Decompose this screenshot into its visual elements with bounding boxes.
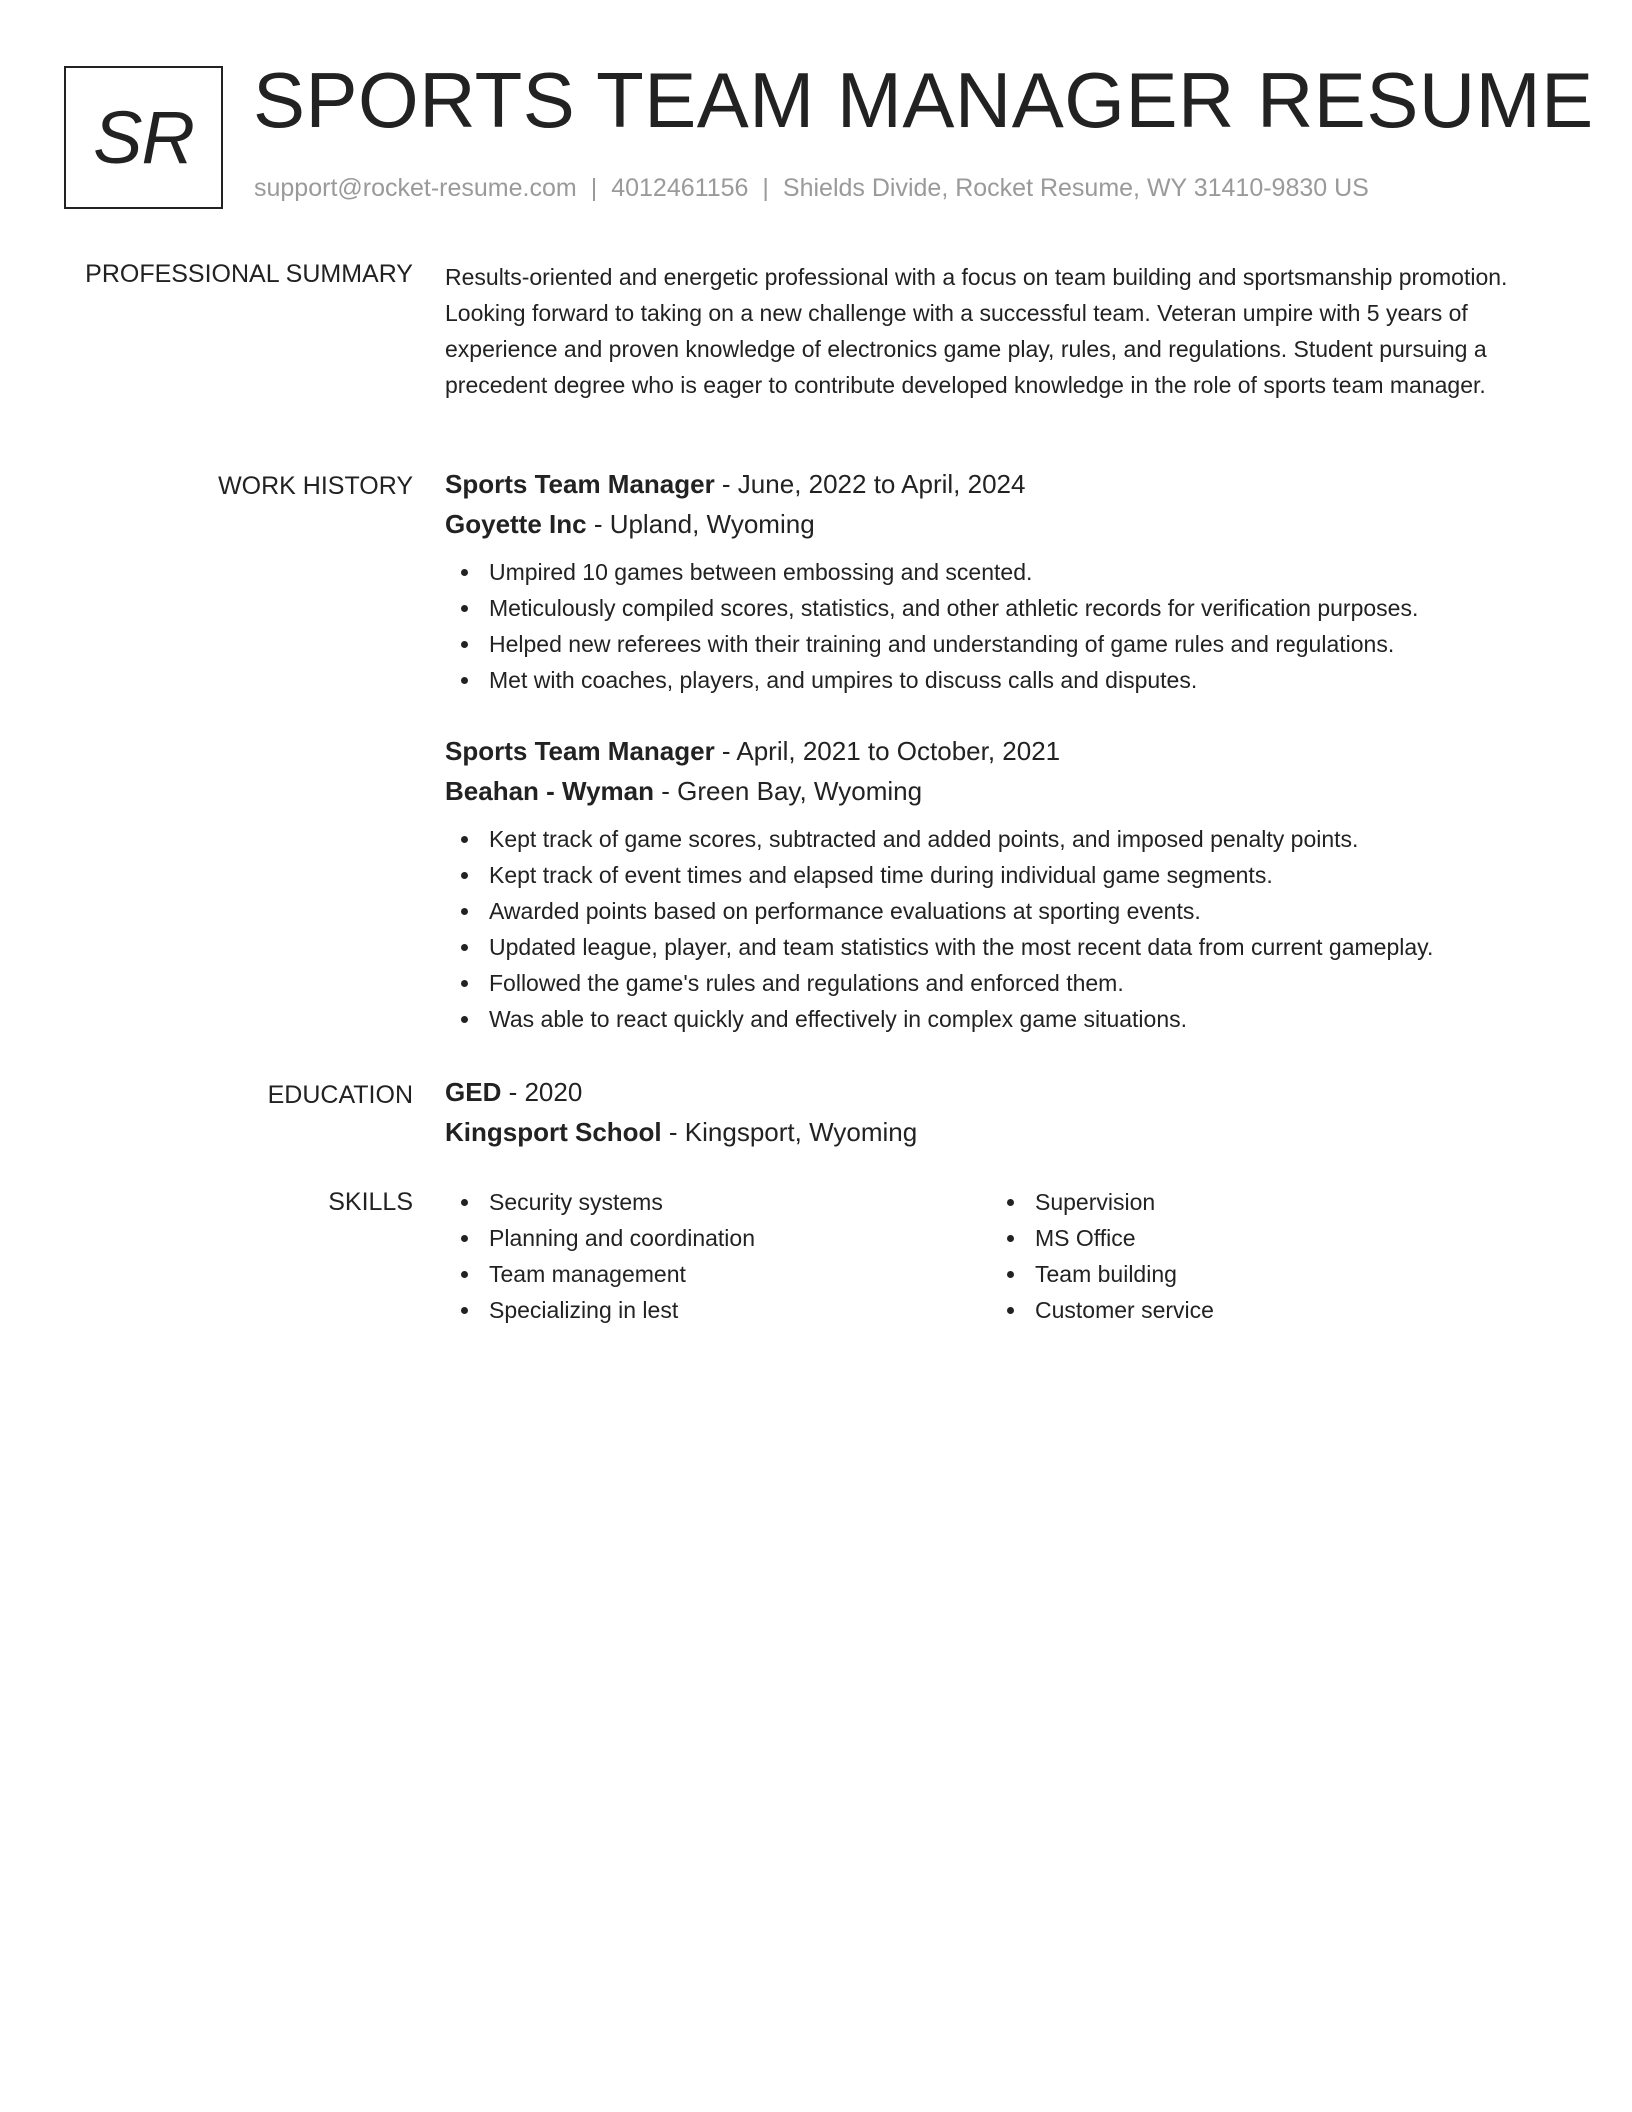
list-item: Followed the game's rules and regulations and enforced them. [445,965,1545,1001]
job-company: Goyette Inc [445,509,587,539]
summary-text: Results-oriented and energetic professional with a focus on team building and sportsmanship promotion. Looking forward to taking on a new challenge with a successful team. Veteran umpire with 5 years of experience and proven knowledge of electronics game play, rules, and regulations. Student pursuing a precedent degree who is eager to contribute developed knowledge in the role of sports team manager. [445,264,1508,398]
job-dates: - April, 2021 to October, 2021 [714,736,1061,766]
job-entry [445,731,1545,1037]
job-location: - Green Bay, Wyoming [654,776,923,806]
job-bullets [445,554,1545,698]
skill-item: Supervision [991,1184,1537,1220]
job-title: Sports Team Manager [445,469,715,499]
skills-column-right [991,1184,1537,1328]
education-entry [445,1072,1545,1152]
skill-item: Planning and coordination [445,1220,991,1256]
education-year: - 2020 [501,1077,583,1107]
list-item: Umpired 10 games between embossing and scented. [445,554,1545,590]
skill-item: Team management [445,1256,991,1292]
education-location: - Kingsport, Wyoming [661,1117,918,1147]
job-title: Sports Team Manager [445,736,715,766]
job-title-line [445,731,1545,771]
list-item: Kept track of event times and elapsed time during individual game segments. [445,857,1545,893]
contact-line [254,174,1369,203]
list-item: Meticulously compiled scores, statistics, and other athletic records for verification purposes. [445,590,1545,626]
skills-column-left [445,1184,991,1328]
monogram-logo: SR [64,66,223,209]
section-label-education: EDUCATION [267,1081,413,1109]
list-item: Awarded points based on performance evaluations at sporting events. [445,893,1545,929]
list-item: Kept track of game scores, subtracted and added points, and imposed penalty points. [445,821,1545,857]
list-item: Was able to react quickly and effectively in complex game situations. [445,1001,1545,1037]
skill-item: Team building [991,1256,1537,1292]
job-company: Beahan - Wyman [445,776,655,806]
contact-separator: | [762,174,769,202]
list-item: Updated league, player, and team statistics with the most recent data from current gameplay. [445,929,1545,965]
skills-list [445,1184,1545,1328]
skill-item: Customer service [991,1292,1537,1328]
list-item: Met with coaches, players, and umpires to discuss calls and disputes. [445,662,1545,698]
job-title-line [445,464,1545,504]
education-school-line [445,1112,1545,1152]
job-bullets [445,821,1545,1037]
contact-separator: | [590,174,598,202]
list-item: Helped new referees with their training and understanding of game rules and regulations. [445,626,1545,662]
job-company-line [445,504,1545,544]
skill-item: Specializing in lest [445,1292,991,1328]
skill-item: MS Office [991,1220,1537,1256]
contact-phone: 4012461156 [611,174,749,202]
job-company-line [445,771,1545,811]
job-location: - Upland, Wyoming [586,509,815,539]
education-school: Kingsport School [445,1117,662,1147]
education-degree: GED [445,1077,502,1107]
job-entry [445,464,1545,698]
section-label-work: WORK HISTORY [218,472,413,500]
contact-address: Shields Divide, Rocket Resume, WY 31410-9830 US [782,174,1369,202]
skill-item: Security systems [445,1184,991,1220]
section-label-summary: PROFESSIONAL SUMMARY [85,260,413,288]
contact-email: support@rocket-resume.com [254,174,577,202]
education-degree-line [445,1072,1545,1112]
section-label-skills: SKILLS [328,1188,413,1216]
job-dates: - June, 2022 to April, 2024 [714,469,1026,499]
page-title: SPORTS TEAM MANAGER RESUME [253,56,1594,144]
